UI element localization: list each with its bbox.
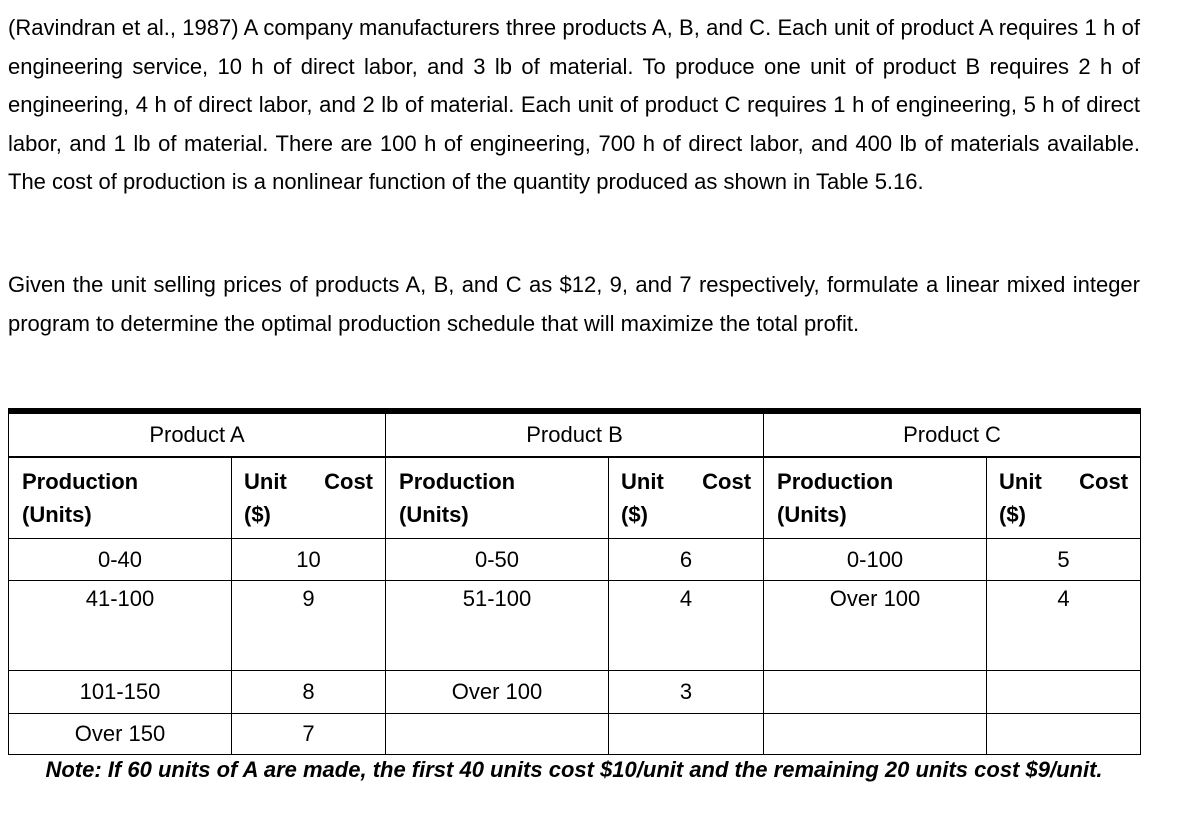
- table-cell: 3: [609, 671, 764, 714]
- unit-label: Unit: [621, 469, 664, 494]
- table-row: [9, 714, 1141, 755]
- table-note: Note: If 60 units of A are made, the first 40 units cost $10/unit and the remaining 20 units cost $9/unit.: [45, 757, 1103, 782]
- table-cell: 6: [609, 539, 764, 581]
- unit-label: Unit: [244, 469, 287, 494]
- production-cost-table: [8, 408, 1141, 755]
- problem-paragraph-2: Given the unit selling prices of products A, B, and C as $12, 9, and 7 respectively, formulate a linear mixed integer program to determine the optimal production schedule that will maximize the total profit.: [8, 272, 1140, 336]
- dollar-label: ($): [621, 502, 648, 527]
- dollar-label: ($): [999, 502, 1026, 527]
- production-label: Production: [399, 469, 516, 494]
- table-cell: 10: [232, 539, 386, 581]
- table-cell: 0-50: [386, 539, 609, 581]
- cost-label: Cost: [324, 469, 374, 494]
- table-row: [9, 581, 1141, 671]
- unit-label: Unit: [999, 469, 1042, 494]
- units-label: (Units): [777, 502, 847, 527]
- table-cell: [764, 714, 987, 755]
- production-label: Production: [22, 469, 139, 494]
- table-cell: 8: [232, 671, 386, 714]
- table-cell: Over 100: [386, 671, 609, 714]
- units-label: (Units): [22, 502, 92, 527]
- product-header-row: [9, 411, 1141, 457]
- table-cell: [987, 671, 1141, 714]
- unit-cost-header: [987, 457, 1141, 539]
- table-cell: 4: [609, 581, 764, 671]
- problem-paragraph-1: (Ravindran et al., 1987) A company manufacturers three products A, B, and C. Each unit of product A requires 1 h of engineering service, 10 h of direct labor, and 3 lb of material. To produce one unit of product B requires 2 h of engineering, 4 h of direct labor, and 2 lb of material. Each unit of product C requires 1 h of engineering, 5 h of direct labor, and 1 lb of material. There are 100 h of engineering, 700 h of direct labor, and 400 lb of materials available. The cost of production is a nonlinear function of the quantity produced as shown in Table 5.16.: [8, 15, 1140, 194]
- table-cell: 0-40: [9, 539, 232, 581]
- table-cell: 9: [232, 581, 386, 671]
- unit-cost-header: [232, 457, 386, 539]
- cost-label: Cost: [702, 469, 752, 494]
- product-c-header: Product C: [764, 411, 1141, 457]
- cost-label: Cost: [1079, 469, 1129, 494]
- production-label: Production: [777, 469, 894, 494]
- table-row: [9, 671, 1141, 714]
- unit-cost-header: [609, 457, 764, 539]
- table-cell: [609, 714, 764, 755]
- table-cell: 41-100: [9, 581, 232, 671]
- product-a-header: Product A: [9, 411, 386, 457]
- product-b-header: Product B: [386, 411, 764, 457]
- table-cell: 5: [987, 539, 1141, 581]
- production-units-header: [764, 457, 987, 539]
- table-cell: Over 150: [9, 714, 232, 755]
- table-cell: 7: [232, 714, 386, 755]
- dollar-label: ($): [244, 502, 271, 527]
- table-row: [9, 539, 1141, 581]
- production-units-header: [386, 457, 609, 539]
- production-units-header: [9, 457, 232, 539]
- table-cell: [987, 714, 1141, 755]
- table-cell: 4: [987, 581, 1141, 671]
- table-cell: [764, 671, 987, 714]
- table-cell: 0-100: [764, 539, 987, 581]
- column-header-row: [9, 457, 1141, 539]
- table-cell: 51-100: [386, 581, 609, 671]
- table-cell: 101-150: [9, 671, 232, 714]
- units-label: (Units): [399, 502, 469, 527]
- table-cell: [386, 714, 609, 755]
- table-cell: Over 100: [764, 581, 987, 671]
